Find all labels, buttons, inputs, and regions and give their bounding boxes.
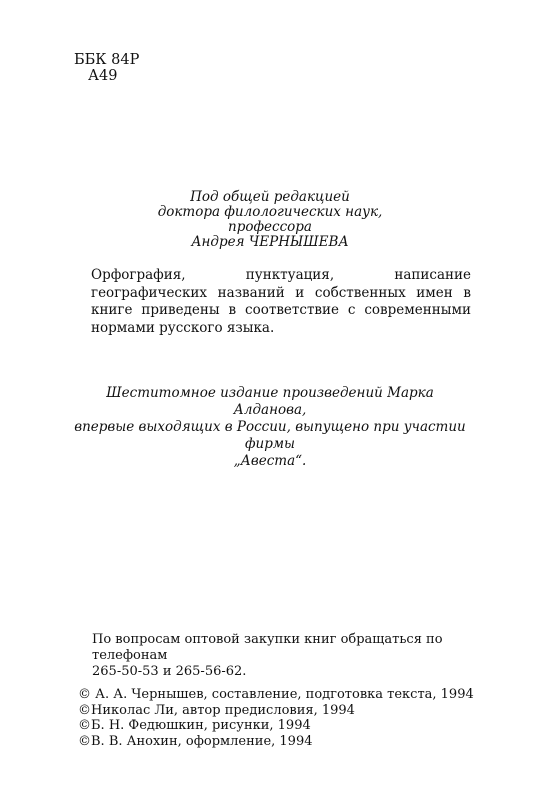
edition-line-1: Шеститомное издание произведений Марка Алданова, — [106, 385, 434, 418]
editor-line-1: Под общей редакцией — [190, 189, 350, 205]
bbk-classification — [74, 52, 139, 84]
editor-line-3: Андрея ЧЕРНЫШЕВА — [191, 234, 349, 250]
edition-note — [70, 385, 470, 470]
orthography-note: Орфография, пунктуация, написание географических названий и собственных имен в книге приведены в соответствие с современными нормами русского языка. — [91, 267, 471, 336]
wholesale-line-1: По вопросам оптовой закупки книг обращаться по телефонам — [92, 632, 443, 663]
edition-line-3: „Авеста“. — [233, 453, 307, 469]
general-editor-note — [120, 190, 420, 250]
copyright-line: © А. А. Чернышев, составление, подготовка текста, 1994 — [78, 687, 474, 702]
copyright-block — [78, 687, 478, 749]
copyright-line: ©В. В. Анохин, оформление, 1994 — [78, 733, 313, 749]
copyright-line: ©Николас Ли, автор предисловия, 1994 — [78, 702, 355, 718]
edition-line-2: впервые выходящих в России, выпущено при участии фирмы — [74, 419, 466, 452]
wholesale-phones: 265-50-53 и 265-56-62. — [92, 664, 247, 679]
editor-line-2: доктора филологических наук, профессора — [157, 204, 383, 235]
author-sign-code: А49 — [88, 68, 118, 84]
wholesale-contact-note — [92, 632, 477, 680]
bbk-code: ББК 84Р — [74, 52, 140, 68]
copyright-line: ©Б. Н. Федюшкин, рисунки, 1994 — [78, 718, 311, 733]
